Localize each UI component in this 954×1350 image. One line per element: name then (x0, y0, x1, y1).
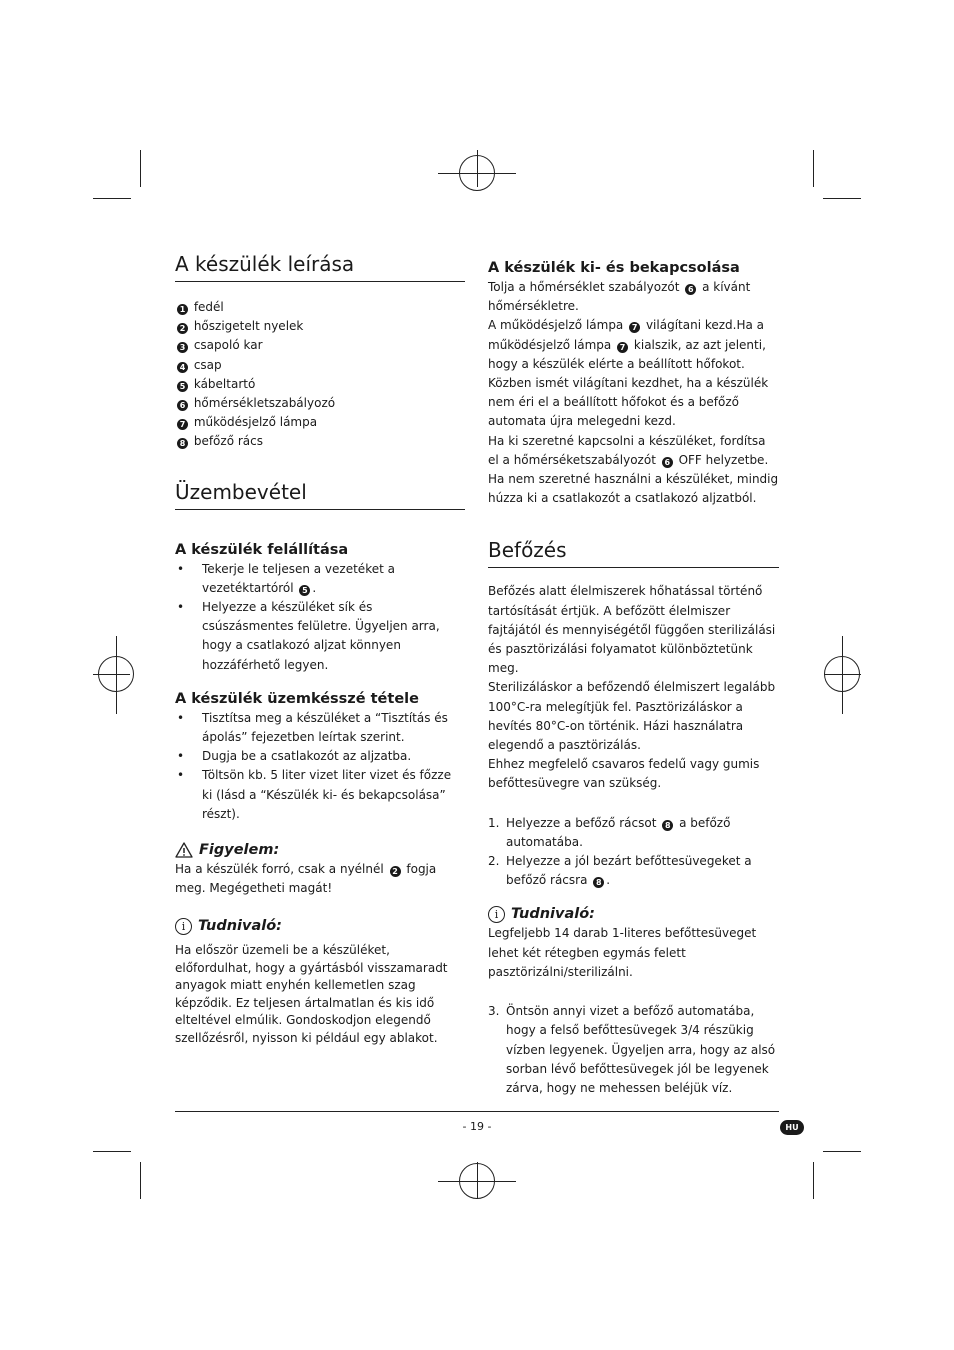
number-badge: 2 (390, 866, 401, 877)
text: világítani kezd.Ha a működésjelző lámpa (488, 318, 765, 352)
step-number: 1. (488, 815, 500, 830)
warning-text (175, 860, 465, 898)
crop-mark (813, 150, 814, 187)
number-badge: 3 (177, 342, 188, 353)
part-label: kábeltartó (193, 376, 256, 391)
crop-mark (823, 1151, 861, 1152)
item-text: Öntsön annyi vizet a befőző automatába, hogy a felső befőttesüvegek 3/4 részükig vízben legyenek. Ügyeljen arra, hogy az alsó sorban lévő befőttesüvegek jól be legyenek zárva, hogy ne mehessen beléjük víz. (506, 1004, 776, 1095)
parts-list (175, 298, 465, 452)
text: fogja meg. Megégetheti magát! (175, 862, 437, 896)
info-title: Tudnivaló: (198, 918, 282, 935)
number-badge: 5 (177, 381, 188, 392)
info-icon: i (175, 918, 192, 935)
section-title-canning: Befőzés (488, 538, 779, 568)
canning-text: Befőzés alatt élelmiszerek hőhatással történő tartósítását értjük. A befőzött élelmiszer fajtájától és mennyiségétől függően sterilizálási és pasztörizálási folyamatot különböztetünk meg. (488, 584, 776, 676)
subsection-title-placement: A készülék felállítása (175, 541, 349, 558)
warning-title: Figyelem: (199, 842, 280, 859)
list-item (175, 413, 465, 432)
section-title-description: A készülék leírása (175, 252, 465, 282)
text: a kívánt hőmérsékletre. (488, 280, 751, 314)
item-text: . (312, 580, 317, 595)
list-item (488, 1002, 779, 1098)
registration-mark (842, 636, 843, 714)
part-label: befőző rács (193, 434, 263, 449)
info-icon: i (488, 906, 505, 923)
number-badge: 7 (177, 419, 188, 430)
onoff-text (488, 278, 779, 316)
warning-icon (175, 842, 193, 858)
part-label: hőmérsékletszabályozó (193, 396, 336, 411)
info-text: Legfeljebb 14 darab 1-literes befőttesüveget lehet két rétegben egymás felett pasztörizálni/sterilizálni. (488, 926, 757, 979)
number-badge: 1 (177, 304, 188, 315)
info-heading (175, 916, 465, 936)
list-item (175, 598, 465, 675)
list-item (175, 375, 465, 394)
number-badge: 4 (177, 362, 188, 373)
number-badge: 6 (685, 284, 696, 295)
placement-list (175, 560, 465, 675)
step-number: 3. (488, 1004, 500, 1019)
step-number: 2. (488, 854, 500, 869)
list-item (488, 814, 779, 852)
ready-list (175, 709, 465, 824)
item-text: a befőző automatába. (506, 815, 731, 849)
language-badge: HU (780, 1120, 804, 1135)
section-title-setup: Üzembevétel (175, 480, 465, 510)
crop-mark (823, 198, 861, 199)
canning-text: Sterilizáláskor a befőzendő élelmiszert legalább 100°C-ra melegítjük fel. Pasztörizáláskor a hevítés 80°C-on történik. Házi használatra elegendő a pasztörizálás. (488, 680, 776, 753)
text: kialszik, az azt jelenti, hogy a készülék elérte a beállított hőfokot. Közben ismét világítani kezdhet, ha a készülék nem éri el a beállított hőfokot és a befőző automata újra melegedni kezd. (488, 337, 769, 429)
footer-divider (175, 1111, 779, 1112)
text: Ha ki szeretné kapcsolni a készüléket, fordítsa el a hőmérséketszabályozót (488, 433, 766, 467)
part-label: működésjelző lámpa (193, 415, 318, 430)
registration-mark (477, 150, 478, 187)
number-badge: 2 (177, 323, 188, 334)
crop-mark (93, 1151, 131, 1152)
page-number: - 19 - (462, 1120, 492, 1133)
part-label: csapoló kar (193, 338, 263, 353)
info-text: Ha először üzemeli be a készüléket, előfordulhat, hogy a gyártásból visszamaradt anyagok miatt enyhén kellemetlen szag képződik. Ez teljesen ártalmatlan és kis idő elteltével elmúlik. Gondoskodjon elegendő szellőzésről, nyisson ki például egy ablakot. (175, 943, 448, 1045)
text: A működésjelző lámpa (488, 318, 624, 333)
subsection-title-onoff: A készülék ki- és bekapcsolása (488, 260, 740, 276)
number-badge: 6 (177, 400, 188, 411)
item-text: Helyezze a jól bezárt befőttesüvegeket a befőző rácsra (506, 854, 752, 888)
left-column (175, 252, 465, 1047)
steps-list (488, 814, 779, 891)
list-item (488, 852, 779, 890)
number-badge: 6 (662, 457, 673, 468)
crop-mark (140, 1162, 141, 1199)
item-text: Helyezze a készüléket sík és csúszásmentes felületre. Ügyeljen arra, hogy a csatlakozó aljzat könnyen hozzáférhető legyen. (202, 600, 440, 672)
number-badge: 7 (629, 322, 640, 333)
onoff-text (488, 432, 779, 470)
list-item (175, 432, 465, 451)
crop-mark (140, 150, 141, 187)
onoff-text (488, 316, 779, 431)
number-badge: 5 (299, 585, 310, 596)
crop-mark (813, 1162, 814, 1199)
item-text: Töltsön kb. 5 liter vizet liter vizet és főzze ki (lásd a “Készülék ki- és bekapcsolása” részt). (202, 768, 452, 821)
text: Tolja a hőmérséklet szabályozót (488, 280, 680, 294)
crop-mark (93, 198, 131, 199)
canning-text: Ehhez megfelelő csavaros fedelű vagy gumis befőttesüvegre van szükség. (488, 757, 760, 791)
registration-mark (93, 674, 130, 675)
subsection-title-ready: A készülék üzemkésszé tétele (175, 690, 419, 707)
list-item (175, 317, 465, 336)
list-item (175, 356, 465, 375)
part-label: fedél (193, 300, 224, 314)
steps-list (488, 1002, 779, 1098)
warning-heading (175, 840, 465, 860)
number-badge: 8 (177, 438, 188, 449)
list-item (175, 766, 465, 824)
right-column (488, 258, 779, 1098)
item-text: Dugja be a csatlakozót az aljzatba. (202, 749, 412, 764)
part-label: csap (193, 357, 222, 372)
registration-mark (116, 636, 117, 714)
text: OFF helyzetbe. (678, 452, 769, 467)
item-text: Tisztítsa meg a készüléket a “Tisztítás és ápolás” fejezetben leírtak szerint. (202, 710, 448, 745)
item-text: Helyezze a befőző rácsot (506, 815, 657, 830)
list-item (175, 394, 465, 413)
item-text: Tekerje le teljesen a vezetéket a vezetéktartóról (202, 561, 395, 595)
info-title: Tudnivaló: (511, 906, 595, 923)
list-item (175, 709, 465, 747)
number-badge: 8 (593, 877, 604, 888)
list-item (175, 298, 465, 317)
list-item (175, 336, 465, 355)
list-item (175, 560, 465, 598)
part-label: hőszigetelt nyelek (193, 319, 304, 334)
text: Ha a készülék forró, csak a nyélnél (175, 862, 384, 877)
number-badge: 8 (662, 820, 673, 831)
info-heading (488, 904, 779, 924)
number-badge: 7 (617, 342, 628, 353)
registration-mark (477, 1162, 478, 1199)
onoff-text: Ha nem szeretné használni a készüléket, mindig húzza ki a csatlakozót a csatlakozó aljzatból. (488, 472, 779, 506)
item-text: . (606, 873, 611, 888)
list-item (175, 747, 465, 766)
